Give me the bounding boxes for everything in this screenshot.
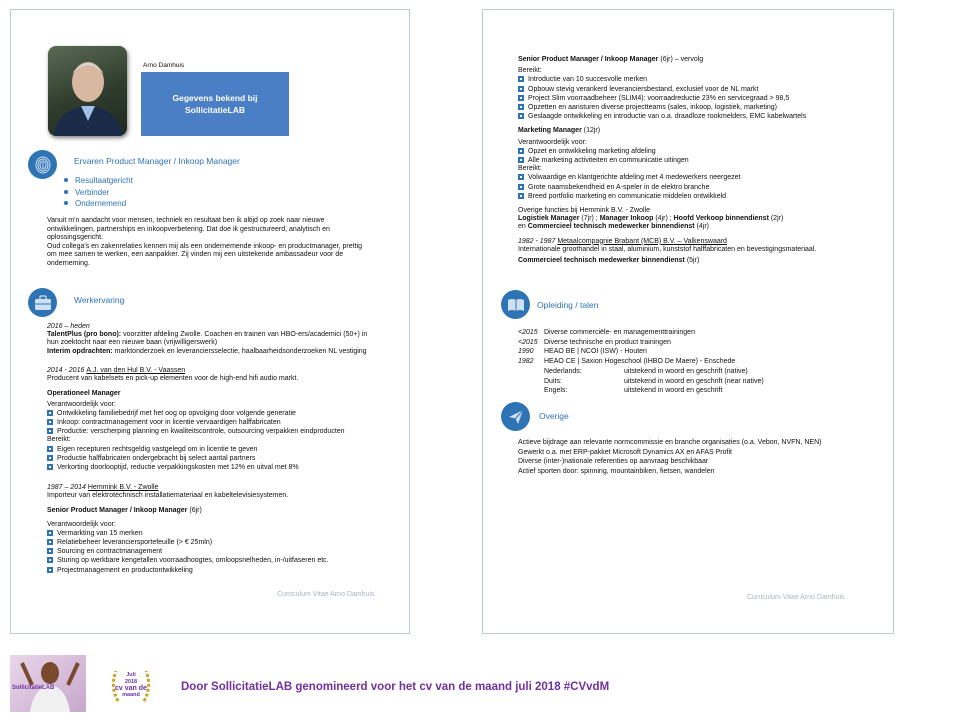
edu-row: 1990 HEAO BE | NCOI (ISW) - Houten bbox=[518, 348, 647, 356]
list-item: Introductie van 10 succesvolle merken bbox=[518, 75, 816, 84]
checkbox-bullet-icon bbox=[47, 446, 53, 452]
list-item: Verkorting doorlooptijd, reductie verpakkingskosten met 12% en uitval met 8% bbox=[47, 463, 345, 472]
checkbox-bullet-icon bbox=[47, 464, 53, 470]
list-item: Ontwikkeling familiebedrijf met het oog op opvolging door volgende generatie bbox=[47, 409, 345, 418]
gegevens-line-2: SollicitatieLAB bbox=[185, 105, 245, 115]
badge-text: Juli 2018 cv van de maand bbox=[115, 672, 147, 698]
checkbox-bullet-icon bbox=[518, 104, 524, 110]
list-item: Productie halffabricaten ondergebracht bij select aantal partners bbox=[47, 454, 345, 463]
checkbox-bullet-icon bbox=[518, 148, 524, 154]
language-row: Duits: uitstekend in woord en geschrift (near native) bbox=[544, 377, 764, 385]
checkbox-bullet-icon bbox=[518, 193, 524, 199]
checkbox-bullet-icon bbox=[518, 95, 524, 101]
logo-text: SollicitatieLAB bbox=[12, 685, 55, 691]
headline: Ervaren Product Manager / Inkoop Manager bbox=[74, 156, 240, 166]
sollicitatielab-logo bbox=[10, 655, 86, 712]
person-photo-icon bbox=[10, 655, 86, 712]
checkbox-bullet-icon bbox=[518, 184, 524, 190]
paper-plane-icon bbox=[501, 402, 530, 431]
edu-row: <2015 Diverse commerciële- en managementtrainingen bbox=[518, 329, 695, 336]
checkbox-bullet-icon bbox=[47, 548, 53, 554]
edu-row: 1982 HEAO CE | Saxion Hogeschool (IHBO De Maere) - Enschede bbox=[518, 358, 736, 366]
fingerprint-icon bbox=[28, 150, 57, 179]
language-row: Nederlands: uitstekend in woord en geschrift (native) bbox=[544, 367, 748, 375]
award-badge bbox=[108, 663, 154, 709]
list-item: Project Slim voorraadbeheer (SLIM4): voorraadreductie 23% en servicegraad > 98,5 bbox=[518, 94, 816, 103]
section-opleiding: Opleiding / talen bbox=[537, 300, 599, 310]
bullet-icon bbox=[64, 201, 68, 205]
page-footer: Curriculum Vitae Arno Damhuis bbox=[277, 591, 375, 598]
section-werkervaring: Werkervaring bbox=[74, 295, 125, 305]
list-item: Vermarkting van 15 merken bbox=[47, 529, 329, 538]
hemmink-continued: Senior Product Manager / Inkoop Manager (6jr) – vervolg Bereikt: Introductie van 10 succesvolle merken Opbouw stevig verankerd leveranciersbestand, exclusief voor de NL markt Project Slim voorraadbeheer (SLIM4): voorraadreductie 23% en servicegraad > 98,5 Opzetten en aansturen diverse projectteams (sales, inkoop, logistiek, marketing) Geslaagde ontwikkeling en introductie van o.a. draadloze rookmelders, EMC kabelwartels Marketing Manager (12jr) Verantwoordelijk voor: Opzet en ontwikkeling marketing afdeling Alle marketing activiteiten en communicatie uitingen Bereikt: Volwaardige en klantgerichte afdeling met 4 medewerkers neergezet Grote naamsbekendheid en A-speler in de elektro branche Breed portfolio marketing en communicatie middelen ontwikkeld Overige functies bij Hemmink B.V. - Zwolle Logistiek Manager (7jr) ; Manager Inkoop (4jr) ; Hoofd Verkoop binnendienst (2jr) en Commercieel technisch medewerker binnendienst (4jr) 1982 - 1987 Metaalcompagnie Brabant (MCB) B.V. – Valkenswaard Internationale groothandel in staal, aluminium, kunststof halffabricaten en bevestigingsmateriaal. Commercieel technisch medewerker binnendienst (5jr) bbox=[518, 56, 817, 265]
checkbox-bullet-icon bbox=[518, 76, 524, 82]
job-talentplus: 2016 – heden TalentPlus (pro bono): voorzitter afdeling Zwolle. Coachen en trainen van HBO-ers/academici (50+) in hun zoektocht naar een nieuwe baan (vrijwilligerswerk) Interim opdrachten: marktonderzoek en leveranciersselectie, haalbaarheidsonderzoeken NL vestiging bbox=[47, 323, 368, 355]
checkbox-bullet-icon bbox=[47, 530, 53, 536]
profile-photo bbox=[48, 46, 127, 136]
list-item: Sturing op werkbare kengetallen voorraadhoogtes, omloopsnelheden, in-/uitfaseren etc. bbox=[47, 556, 329, 565]
checkbox-bullet-icon bbox=[47, 410, 53, 416]
list-item: Alle marketing activiteiten en communicatie uitingen bbox=[518, 156, 816, 165]
list-item: Inkoop: contractmanagement voor in licentie vervaardigen halffabricaten bbox=[47, 418, 345, 427]
trait-item: Resultaatgericht bbox=[62, 175, 133, 187]
other-list: Actieve bijdrage aan relevante normcommissie en branche organisaties (o.a. Vebon, NVFN, NEN) Gewerkt o.a. met ERP-pakket Microsoft Dynamics AX en AFAS Profit Diverse (inter-)nationale referenties op aanvraag beschikbaar Actief sporten door: spinning, mountainbiken, fietsen, wandelen bbox=[518, 439, 822, 475]
list-item: Projectmanagement en productontwikkeling bbox=[47, 566, 329, 575]
list-item: Opzet en ontwikkeling marketing afdeling bbox=[518, 147, 816, 156]
job-vandenhul: 2014 - 2016 A.J. van den Hul B.V. - Vaassen Producent van kabelsets en pick-up elementen voor de high-end hifi audio markt. Operationeel Manager Verantwoordelijk voor: Ontwikkeling familiebedrijf met het oog op opvolging door volgende generatie Inkoop: contractmanagement voor in licentie vervaardigen halffabricaten Productie: verscherping planning en kwaliteitscontrole, outsourcing verpakken eindproducten Bereikt: Eigen recepturen rechtsgeldig vastgelegd om in licentie te geven Productie halffabricaten ondergebracht bij select aantal partners Verkorting doorlooptijd, reductie verpakkingskosten met 12% en uitval met 8% bbox=[47, 367, 345, 472]
trait-item: Verbinder bbox=[62, 187, 133, 199]
list-item: Relatiebeheer leveranciersportefeuille (> € 25mln) bbox=[47, 538, 329, 547]
book-icon bbox=[501, 290, 530, 319]
list-item: Sourcing en contractmanagement bbox=[47, 547, 329, 556]
education-list bbox=[518, 328, 764, 396]
checkbox-bullet-icon bbox=[47, 455, 53, 461]
list-item: Eigen recepturen rechtsgeldig vastgelegd om in licentie te geven bbox=[47, 445, 345, 454]
nomination-caption: Door SollicitatieLAB genomineerd voor het cv van de maand juli 2018 #CVvdM bbox=[181, 681, 610, 693]
checkbox-bullet-icon bbox=[47, 539, 53, 545]
checkbox-bullet-icon bbox=[47, 419, 53, 425]
bullet-icon bbox=[64, 178, 68, 182]
list-item: Volwaardige en klantgerichte afdeling met 4 medewerkers neergezet bbox=[518, 173, 816, 182]
traits-list bbox=[62, 175, 133, 210]
page-footer: Curriculum Vitae Arno Damhuis bbox=[747, 594, 845, 601]
edu-row: <2015 Diverse technische en product trainingen bbox=[518, 338, 671, 346]
checkbox-bullet-icon bbox=[47, 567, 53, 573]
checkbox-bullet-icon bbox=[518, 86, 524, 92]
checkbox-bullet-icon bbox=[47, 428, 53, 434]
list-item: Productie: verscherping planning en kwaliteitscontrole, outsourcing verpakken eindproducten bbox=[47, 427, 345, 436]
list-item: Geslaagde ontwikkeling en introductie van o.a. draadloze rookmelders, EMC kabelwartels bbox=[518, 112, 816, 121]
checkbox-bullet-icon bbox=[518, 157, 524, 163]
briefcase-icon bbox=[28, 288, 57, 317]
list-item: Grote naamsbekendheid en A-speler in de elektro branche bbox=[518, 183, 816, 192]
candidate-name: Arno Damhuis bbox=[143, 62, 185, 69]
list-item: Breed portfolio marketing en communicatie middelen ontwikkeld bbox=[518, 192, 816, 201]
checkbox-bullet-icon bbox=[518, 174, 524, 180]
gegevens-line-1: Gegevens bekend bij bbox=[172, 93, 258, 103]
checkbox-bullet-icon bbox=[518, 113, 524, 119]
checkbox-bullet-icon bbox=[47, 557, 53, 563]
language-row: Engels: uitstekend in woord en geschrift bbox=[544, 387, 723, 395]
list-item: Opbouw stevig verankerd leveranciersbestand, exclusief voor de NL markt bbox=[518, 85, 816, 94]
cv-page-2 bbox=[482, 9, 894, 634]
cv-page-1 bbox=[10, 9, 410, 634]
gegevens-box bbox=[141, 72, 289, 136]
bullet-icon bbox=[64, 190, 68, 194]
job-hemmink: 1987 – 2014 Hemmink B.V. - Zwolle Importeur van elektrotechnisch installatiemateriaal en kabeltelevisiesystemen. Senior Product Manager / Inkoop Manager (6jr) Verantwoordelijk voor: Vermarkting van 15 merken Relatiebeheer leveranciersportefeuille (> € 25mln) Sourcing en contractmanagement Sturing op werkbare kengetallen voorraadhoogtes, omloopsnelheden, in-/uitfaseren etc. Projectmanagement en productontwikkeling bbox=[47, 484, 329, 574]
trait-item: Ondernemend bbox=[62, 198, 133, 210]
person-portrait-icon bbox=[48, 46, 127, 136]
intro-text: Vanuit m'n aandacht voor mensen, techniek en resultaat ben ik altijd op zoek naar nieuwe ontwikkelingen, partnerships en inkoopverbetering. Dat doe ik gestructureerd, analytisch en oplossingsgericht. Oud collega's en zakenrelaties kennen mij als een ondernemende inkoop- en productmanager, prettig om mee samen te werken, een aanpakker. Zij vinden mij een uitstekende ambassadeur voor de onderneming. bbox=[47, 217, 362, 267]
section-overige: Overige bbox=[539, 411, 569, 421]
list-item: Opzetten en aansturen diverse projectteams (sales, inkoop, logistiek, marketing) bbox=[518, 103, 816, 112]
